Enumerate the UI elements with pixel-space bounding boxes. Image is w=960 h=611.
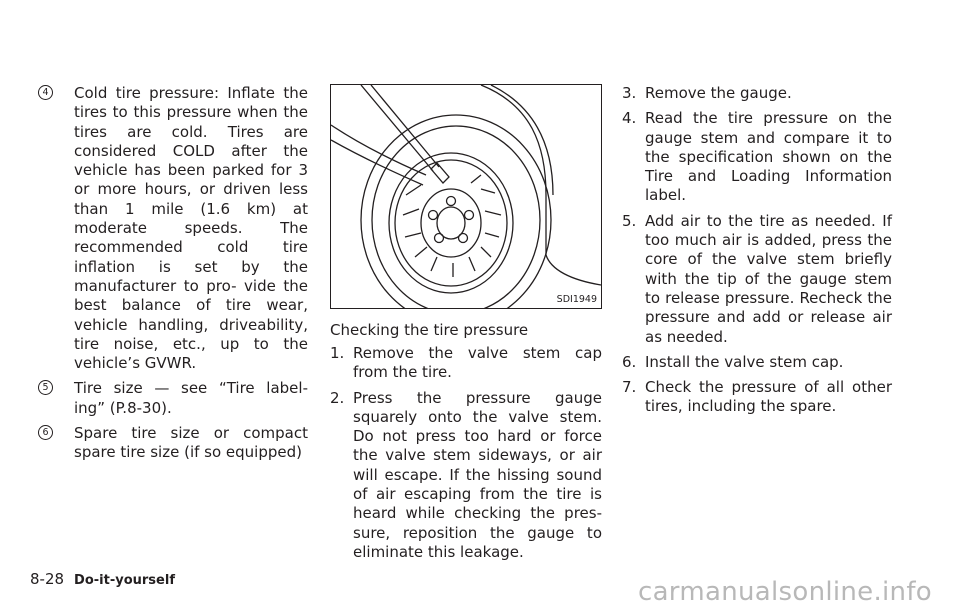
step-item: [622, 84, 892, 103]
step-number: 4.: [622, 109, 637, 128]
steps-list-middle: [330, 344, 602, 568]
step-text: Install the valve stem cap.: [645, 352, 844, 371]
steps-list-right: [622, 84, 892, 423]
page-footer: [30, 570, 175, 588]
tire-pressure-illustration: [330, 84, 602, 309]
step-text: Read the tire pressure on the gauge stem and compare it to the specification shown on the Tire and Loading Information label.: [645, 109, 892, 205]
step-item: [622, 378, 892, 417]
circled-number-6: 6: [38, 425, 53, 440]
step-number: 1.: [330, 344, 345, 362]
item-text: Cold tire pressure: Inflate the tires to this pressure when the tires are cold. Tires are considered COLD after the vehicle has been parked for 3 or more hours, or driven less than 1 mile (1.6 km) at moderate speeds. The recommended cold tire inflation is set by the manufacturer to pro- vide the best balance of tire wear, vehicle handling, driveability, tire noise, etc., up to the vehicle’s GVWR.: [74, 84, 308, 373]
item-text: Spare tire size or compact spare tire size (if so equipped): [74, 424, 308, 462]
step-item: [330, 344, 602, 383]
step-item: [622, 212, 892, 347]
step-text: Remove the gauge.: [645, 84, 792, 102]
section-caption: Checking the tire pressure: [330, 321, 529, 339]
figure-label: SDI1949: [556, 294, 597, 305]
tire-gauge-drawing: [331, 85, 601, 308]
step-item: [622, 353, 892, 372]
step-item: [622, 109, 892, 205]
list-item: [38, 424, 308, 463]
circled-number-5: 5: [38, 380, 53, 395]
step-number: 5.: [622, 211, 637, 230]
section-name: Do-it-yourself: [74, 573, 175, 588]
list-item: [38, 379, 308, 418]
circled-number-4: 4: [38, 85, 53, 100]
step-item: [330, 389, 602, 563]
list-item: [38, 84, 308, 373]
step-number: 6.: [622, 352, 637, 371]
page-number: 8-28: [30, 570, 65, 588]
left-column: [38, 84, 308, 469]
step-number: 7.: [622, 378, 637, 397]
watermark: carmanualsonline.info: [637, 577, 932, 607]
step-text: Remove the valve stem cap from the tire.: [353, 344, 602, 382]
step-text: Check the pressure of all other tires, including the spare.: [645, 378, 892, 416]
step-number: 3.: [622, 84, 637, 102]
step-text: Press the pressure gauge squarely onto the valve stem. Do not press too hard or force the valve stem sideways, or air will escape. If the hissing sound of air escaping from the tire is heard while checking the pres- sure, reposition the gauge to eliminate this leakage.: [353, 388, 602, 561]
item-text: Tire size — see “Tire label- ing” (P.8-30).: [74, 379, 308, 417]
step-number: 2.: [330, 388, 345, 407]
step-text: Add air to the tire as needed. If too much air is added, press the core of the valve stem briefly with the tip of the gauge stem to release pressure. Recheck the pressure and add or release air as needed.: [645, 211, 892, 346]
